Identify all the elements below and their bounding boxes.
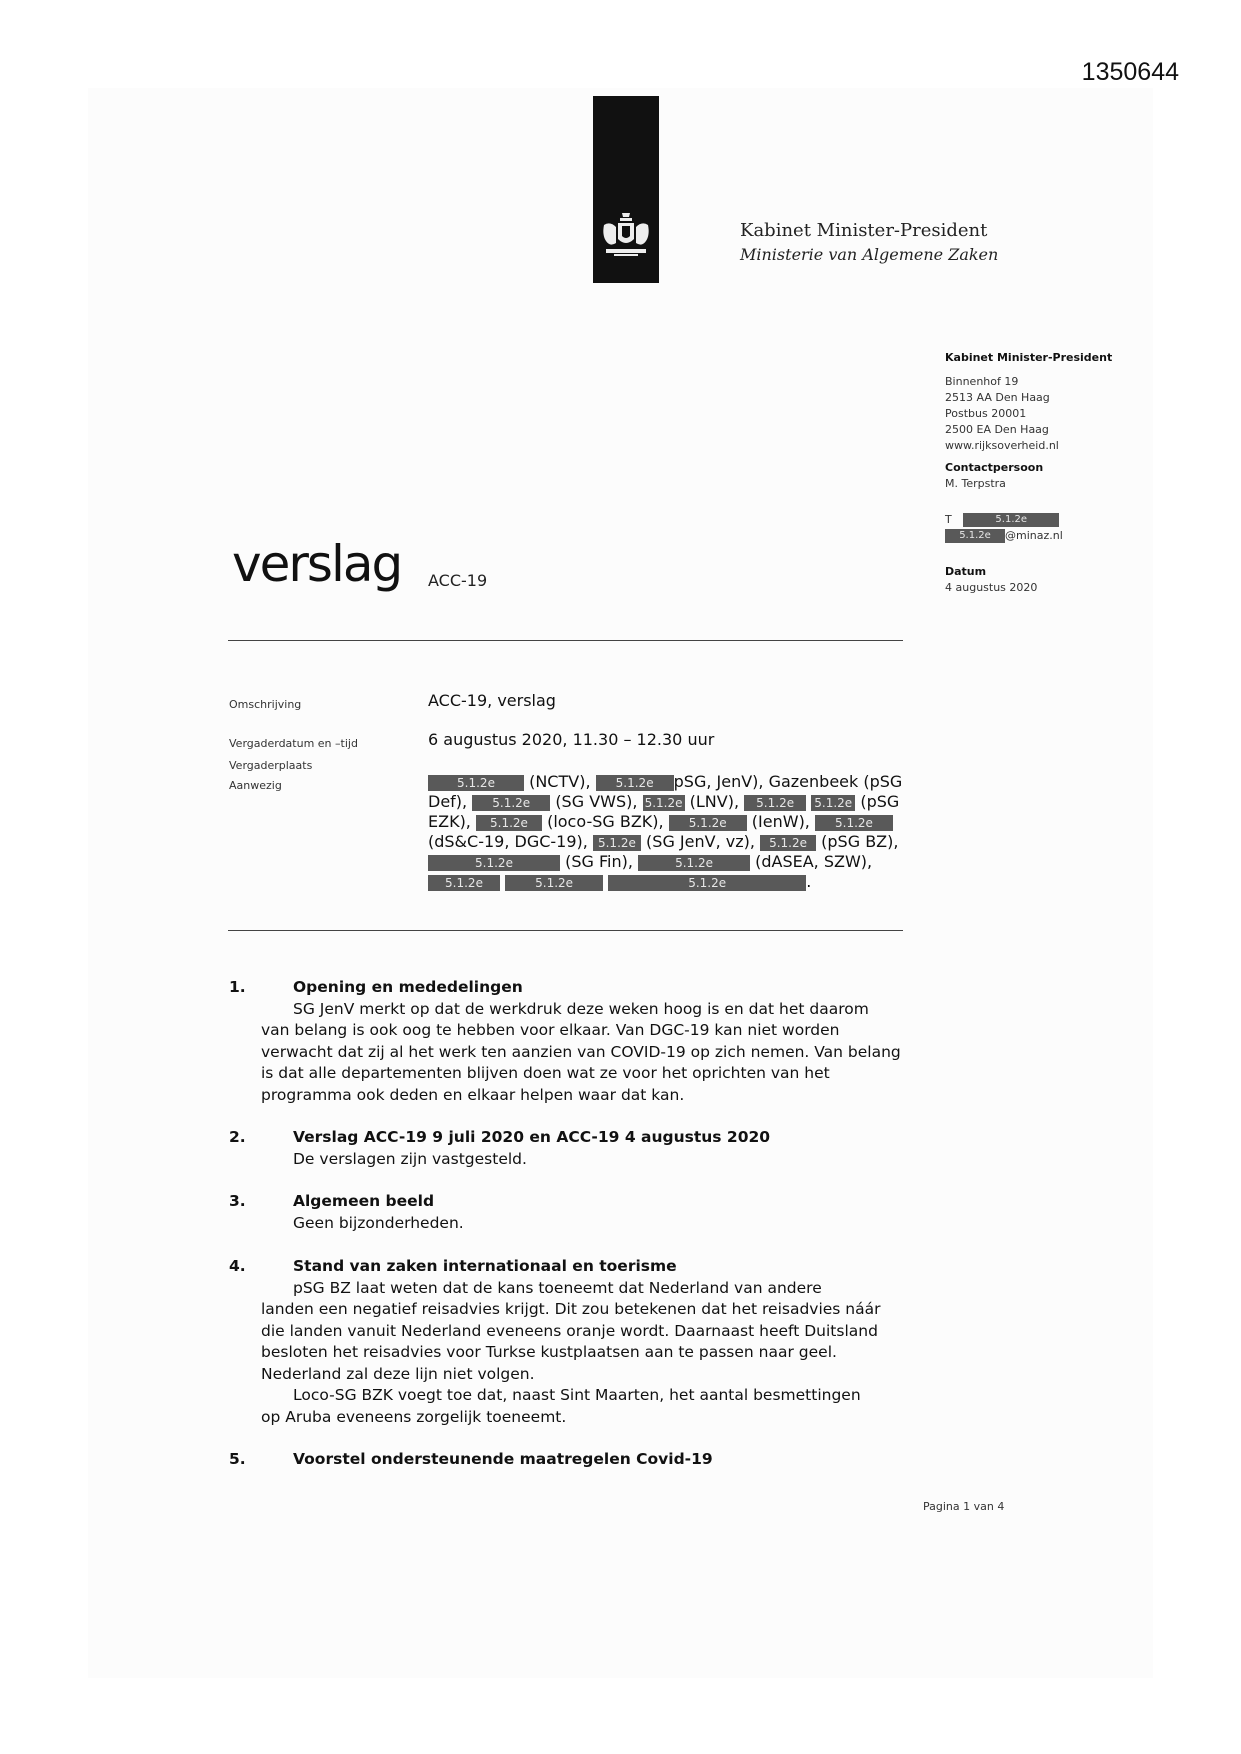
redaction-box: 5.1.2e [428,855,560,871]
address-line: Binnenhof 19 [945,375,1019,388]
document-title: verslag [232,535,402,593]
attendee-text: (SG JenV, [646,832,721,851]
item-heading: Verslag ACC-19 9 juli 2020 en ACC-19 4 augustus 2020 [293,1128,771,1146]
redaction-box: 5.1.2e [963,513,1059,527]
attendee-text: (SG Fin), [565,852,633,871]
datum-value: 6 augustus 2020, 11.30 – 12.30 uur [428,730,715,749]
address-line: 2500 EA Den Haag [945,423,1049,436]
item-heading: Opening en mededelingen [293,978,523,996]
redaction-box: 5.1.2e [596,775,674,791]
agenda-item-1 [229,977,909,1106]
item-number: 4. [229,1257,246,1275]
plaats-label: Vergaderplaats [229,759,313,772]
sidebar-org-name: Kabinet Minister-President [945,351,1113,364]
org-line-2: Ministerie van Algemene Zaken [740,245,999,264]
redaction-box: 5.1.2e [608,875,806,891]
attendee-text: (SG VWS), [555,792,638,811]
org-line-1: Kabinet Minister-President [740,220,988,241]
omschrijving-value: ACC-19, verslag [428,691,556,710]
address-line: Postbus 20001 [945,407,1027,420]
attendee-text: (loco-SG BZK), [547,812,664,831]
attendee-text: vz), [725,832,755,851]
redaction-box: 5.1.2e [428,875,500,891]
coat-of-arms-icon [600,211,652,259]
redaction-box: 5.1.2e [638,855,750,871]
item-number: 5. [229,1450,246,1468]
attendee-text: (LNV), [689,792,740,811]
item-paragraph: Geen bijzonderheden. [293,1213,464,1232]
redaction-box: 5.1.2e [476,815,542,831]
attendee-text: pSG, JenV), Gazenbeek [673,772,859,791]
document-number: 1350644 [1081,58,1179,86]
redaction-box: 5.1.2e [428,775,524,791]
page-number: Pagina 1 van 4 [923,1500,1005,1513]
phone-prefix: T [945,513,952,526]
document-subtitle: ACC-19 [428,571,488,590]
redaction-box: 5.1.2e [811,795,855,811]
divider [228,930,903,931]
redaction-box: 5.1.2e [643,795,685,811]
attendee-text: (dS&C-19, DGC-19), [428,832,588,851]
item-heading: Voorstel ondersteunende maatregelen Covid-19 [293,1450,713,1468]
redaction-box: 5.1.2e [945,529,1005,543]
agenda-item-4 [229,1256,909,1428]
datum-label: Vergaderdatum en –tijd [229,737,358,750]
attendee-text: (pSG Def), [428,772,903,811]
attendee-text: (pSG BZ), [821,832,899,851]
agenda-item-5 [229,1449,909,1471]
redaction-box: 5.1.2e [815,815,893,831]
item-paragraph-first-line: pSG BZ laat weten dat de kans toeneemt dat Nederland van andere [293,1278,822,1297]
organization-name [740,220,998,264]
attendees-list [428,772,908,892]
item-number: 1. [229,978,246,996]
item-paragraph-first-line: SG JenV merkt op dat de werkdruk deze weken hoog is en dat het daarom [293,999,869,1018]
item-number: 2. [229,1128,246,1146]
contact-label: Contactpersoon [945,461,1044,474]
item-heading: Stand van zaken internationaal en toerisme [293,1257,677,1275]
email-suffix: @minaz.nl [1005,529,1063,542]
logo-bar [593,96,659,283]
contact-name: M. Terpstra [945,477,1006,490]
redaction-box: 5.1.2e [505,875,603,891]
divider [228,640,903,641]
redaction-box: 5.1.2e [593,835,641,851]
date-label: Datum [945,565,987,578]
phone-line [945,512,1165,528]
item-paragraph: De verslagen zijn vastgesteld. [293,1149,527,1168]
item-paragraph: op Aruba eveneens zorgelijk toeneemt. [261,1407,567,1426]
attendee-text: (NCTV), [529,772,591,791]
website-link[interactable]: www.rijksoverheid.nl [945,439,1059,452]
agenda-item-3 [229,1191,909,1234]
agenda-item-2 [229,1127,909,1170]
redaction-box: 5.1.2e [744,795,806,811]
date-value: 4 augustus 2020 [945,581,1038,594]
omschrijving-label: Omschrijving [229,698,302,711]
address-line: 2513 AA Den Haag [945,391,1050,404]
redaction-box: 5.1.2e [472,795,550,811]
sender-block [945,350,1165,596]
item-paragraph: van belang is ook oog te hebben voor elkaar. Van DGC-19 kan niet worden verwacht dat zij al het werk ten aanzien van COVID-19 op zich nemen. Van belang is dat alle departementen blijven doen wat ze voor het oprichten van het programma ook deden en elkaar helpen waar dat kan. [261,1021,901,1104]
redaction-box: 5.1.2e [760,835,816,851]
item-heading: Algemeen beeld [293,1192,435,1210]
attendee-text: (dASEA, SZW), [755,852,873,871]
email-line [945,528,1165,544]
attendee-text: (IenW), [751,812,810,831]
attendee-text: . [806,872,812,891]
item-number: 3. [229,1192,246,1210]
attendee-text: (pSG EZK), [428,792,900,831]
redaction-box: 5.1.2e [669,815,747,831]
item-paragraph: landen een negatief reisadvies krijgt. Dit zou betekenen dat het reisadvies náár die landen vanuit Nederland eveneens oranje wordt. Daarnaast heeft Duitsland besloten het reisadvies voor Turkse kustplaatsen aan te passen naar geel. Nederland zal deze lijn niet volgen. [261,1300,881,1383]
item-paragraph-first-line: Loco-SG BZK voegt toe dat, naast Sint Maarten, het aantal besmettingen [293,1386,861,1404]
aanwezig-label: Aanwezig [229,779,282,792]
